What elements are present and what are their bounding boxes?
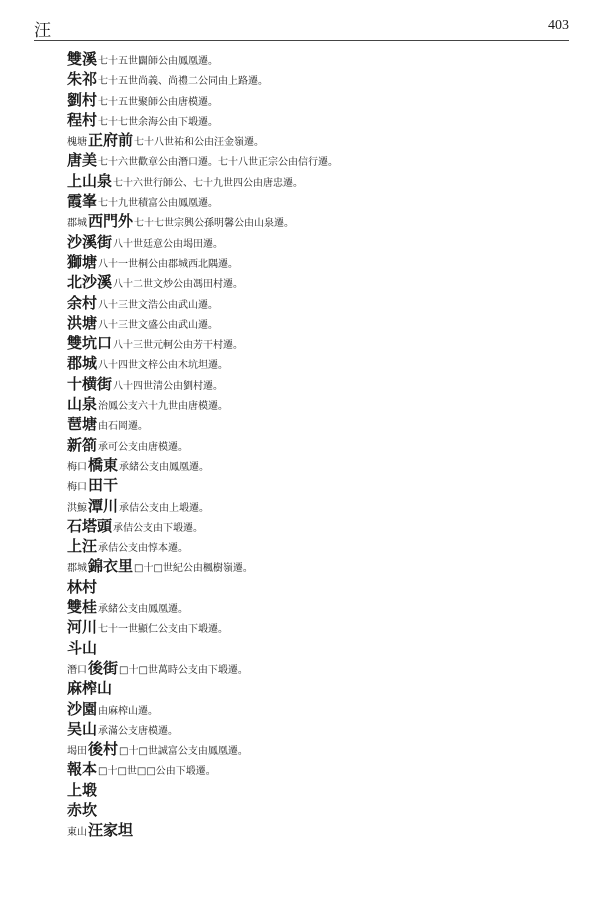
entry-place-name: 唐美 <box>67 151 98 170</box>
list-item <box>67 414 567 434</box>
entry-place-name: 霞峯 <box>67 192 98 211</box>
entry-place-name: 正府前 <box>88 131 134 150</box>
entry-migration-note: 七十八世祐和公由汪金嶺遷。 <box>134 137 265 149</box>
running-head-surname: 汪 <box>34 21 51 41</box>
list-item <box>67 820 567 840</box>
entry-place-name: 獅塘 <box>67 252 98 271</box>
entry-place-name: 洪塘 <box>67 313 98 332</box>
entry-place-name: 西門外 <box>88 212 134 231</box>
list-item <box>67 597 567 617</box>
list-item <box>67 536 567 556</box>
list-item <box>67 800 567 820</box>
entry-migration-note: 八十三世文盛公由武山遷。 <box>98 319 219 331</box>
entry-place-name: 程村 <box>67 110 98 129</box>
entry-migration-note: 承佶公支由惇本遷。 <box>98 543 189 555</box>
entry-place-name: 郡城 <box>67 354 98 373</box>
entry-locale-prefix: 東山 <box>67 827 87 839</box>
list-item <box>67 191 567 211</box>
entry-migration-note: 七十七世宗興公孫明馨公由山泉遷。 <box>134 218 295 230</box>
entry-place-name: 斗山 <box>67 638 98 657</box>
entry-migration-note: 七十五世闢師公由鳳凰遷。 <box>98 56 219 67</box>
entry-migration-note: 七十七世余海公由下塅遷。 <box>98 116 219 128</box>
entry-place-name: 雙桂 <box>67 598 98 617</box>
entry-place-name: 琶塘 <box>67 415 98 434</box>
settlement-entry-list <box>67 49 567 841</box>
entry-migration-note: 七十六世歡章公由潛口遷。七十八世正宗公由信行遷。 <box>98 157 339 169</box>
list-item <box>67 759 567 779</box>
entry-migration-note: 八十世廷意公由堨田遷。 <box>113 238 224 250</box>
entry-place-name: 新箚 <box>67 435 98 454</box>
entry-migration-note: 八十三世元軻公由芳干村遷。 <box>113 340 244 352</box>
entry-migration-note: 承佶公支由上塅遷。 <box>119 502 210 514</box>
list-item <box>67 333 567 353</box>
entry-place-name: 上山泉 <box>67 171 113 190</box>
entry-place-name: 劉村 <box>67 90 98 109</box>
list-item <box>67 130 567 150</box>
entry-migration-note: 承緒公支由鳳凰遷。 <box>119 461 210 473</box>
list-item <box>67 577 567 597</box>
entry-place-name: 橋東 <box>88 455 119 474</box>
entry-place-name: 北沙溪 <box>67 273 113 292</box>
entry-migration-note: □十□世誠富公支由鳳凰遷。 <box>119 746 248 758</box>
list-item <box>67 496 567 516</box>
entry-migration-note: □十□世萬時公支由下塅遷。 <box>119 664 248 676</box>
list-item <box>67 475 567 495</box>
list-item <box>67 617 567 637</box>
list-item <box>67 394 567 414</box>
list-item <box>67 739 567 759</box>
entry-place-name: 上塅 <box>67 780 98 799</box>
entry-locale-prefix: 梅口 <box>67 482 87 494</box>
entry-locale-prefix: 槐塘 <box>67 137 87 149</box>
entry-migration-note: □十□世紀公由楓樹嶺遷。 <box>134 563 253 575</box>
entry-place-name: 後街 <box>88 658 119 677</box>
entry-migration-note: 七十六世行師公、七十九世四公由唐忠遷。 <box>113 177 304 189</box>
entry-migration-note: 八十三世文浩公由武山遷。 <box>98 299 219 311</box>
entry-migration-note: □十□世□□公由下塅遷。 <box>98 766 216 778</box>
entry-migration-note: 七十五世尚義、尚禮二公同由上路遷。 <box>98 76 269 88</box>
list-item <box>67 110 567 130</box>
entry-migration-note: 八十二世文炒公由馮田村遷。 <box>113 279 244 291</box>
entry-place-name: 沙溪街 <box>67 232 113 251</box>
page-header <box>34 14 569 41</box>
list-item <box>67 658 567 678</box>
list-item <box>67 171 567 191</box>
entry-migration-note: 承滿公支唐模遷。 <box>98 725 179 737</box>
list-item <box>67 272 567 292</box>
entry-place-name: 石塔頭 <box>67 516 113 535</box>
entry-place-name: 田干 <box>88 476 119 495</box>
list-item <box>67 49 567 69</box>
entry-locale-prefix: 郡城 <box>67 563 87 575</box>
entry-place-name: 沙園 <box>67 699 98 718</box>
list-item <box>67 353 567 373</box>
entry-migration-note: 承緒公支由鳳凰遷。 <box>98 604 189 616</box>
entry-migration-note: 由麻榨山遷。 <box>98 705 159 717</box>
list-item <box>67 699 567 719</box>
entry-place-name: 麻榨山 <box>67 679 113 698</box>
list-item <box>67 150 567 170</box>
entry-place-name: 後村 <box>88 740 119 759</box>
list-item <box>67 455 567 475</box>
entry-place-name: 上汪 <box>67 537 98 556</box>
list-item <box>67 252 567 272</box>
entry-migration-note: 七十九世積富公由鳳凰遷。 <box>98 198 219 210</box>
entry-migration-note: 八十四世文梓公由木坑坦遷。 <box>98 360 229 372</box>
entry-place-name: 朱祁 <box>67 70 98 89</box>
entry-migration-note: 承佶公支由下塅遷。 <box>113 522 204 534</box>
entry-migration-note: 承可公支由唐模遷。 <box>98 441 189 453</box>
entry-place-name: 山泉 <box>67 395 98 414</box>
list-item <box>67 638 567 658</box>
page-number: 403 <box>548 18 569 33</box>
entry-locale-prefix: 潛口 <box>67 664 87 676</box>
entry-place-name: 十横街 <box>67 374 113 393</box>
list-item <box>67 293 567 313</box>
list-item <box>67 516 567 536</box>
list-item <box>67 232 567 252</box>
entry-place-name: 雙溪 <box>67 50 98 68</box>
list-item <box>67 556 567 576</box>
entry-locale-prefix: 堨田 <box>67 746 87 758</box>
entry-locale-prefix: 郡城 <box>67 218 87 230</box>
entry-locale-prefix: 洪鯨 <box>67 502 87 514</box>
entry-place-name: 潭川 <box>88 496 119 515</box>
entry-place-name: 赤坎 <box>67 800 98 819</box>
entry-place-name: 汪家坦 <box>88 821 134 840</box>
entry-place-name: 河川 <box>67 618 98 637</box>
entry-place-name: 錦衣里 <box>88 557 134 576</box>
entry-migration-note: 治鳳公支六十九世由唐模遷。 <box>98 401 229 413</box>
entry-migration-note: 七十一世顯仁公支由下塅遷。 <box>98 624 229 636</box>
entry-migration-note: 八十四世清公由劉村遷。 <box>113 380 224 392</box>
list-item <box>67 374 567 394</box>
list-item <box>67 69 567 89</box>
entry-locale-prefix: 梅口 <box>67 461 87 473</box>
entry-migration-note: 由石岡遷。 <box>98 421 149 433</box>
list-item <box>67 719 567 739</box>
list-item <box>67 435 567 455</box>
entry-place-name: 雙坑口 <box>67 334 113 353</box>
entry-place-name: 報本 <box>67 760 98 779</box>
entry-migration-note: 八十一世桐公由郡城西北隅遷。 <box>98 258 239 270</box>
entry-place-name: 余村 <box>67 293 98 312</box>
entry-place-name: 林村 <box>67 577 98 596</box>
list-item <box>67 313 567 333</box>
list-item <box>67 678 567 698</box>
entry-place-name: 吴山 <box>67 719 98 738</box>
entry-migration-note: 七十五世聚師公由唐模遷。 <box>98 96 219 108</box>
list-item <box>67 780 567 800</box>
list-item <box>67 90 567 110</box>
list-item <box>67 211 567 231</box>
